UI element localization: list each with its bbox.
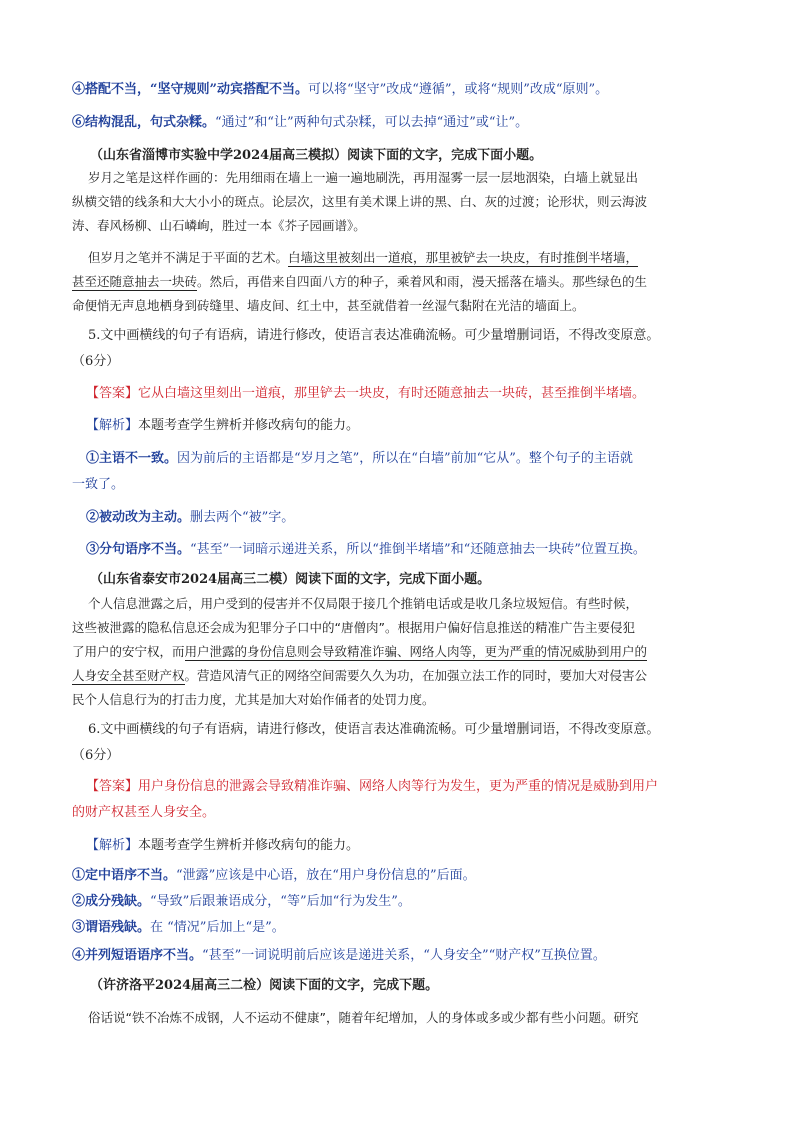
analysis-tag: 【解析】 <box>86 418 139 433</box>
point-text: 因为前后的主语都是“岁月之笔”，所以在“白墙”前加“它从”。整个句子的主语就 <box>177 451 633 466</box>
analysis-6-point-3 <box>72 918 285 938</box>
answer-6-line-2: 的财产权甚至人身安全。 <box>72 805 216 820</box>
analysis-5-point-1 <box>86 449 633 469</box>
answer-text: 它从白墙这里刻出一道痕，那里铲去一块皮，有时还随意抽去一块砖，甚至推倒半堵墙。 <box>138 386 646 401</box>
explanation-item-6 <box>72 113 528 133</box>
passage-text: 。营造风清气正的网络空间需要久久为功，在加强立法工作的同时，要加大对侵害公 <box>184 668 648 683</box>
question-5-line-1: 5.文中画横线的句子有语病，请进行修改，使语言表达准确流畅。可少量增删词语，不得改变原意。 <box>88 328 660 343</box>
point-heading: ①定中语序不当。 <box>72 868 177 883</box>
point-heading: ③分句语序不当。 <box>86 542 191 557</box>
question-6-line-1: 6.文中画横线的句子有语病，请进行修改，使语言表达准确流畅。可少量增删词语，不得改变原意。 <box>88 722 660 737</box>
analysis-5 <box>86 416 359 436</box>
point-heading: ①主语不一致。 <box>86 451 178 466</box>
section-1-heading: （山东省淄博市实验中学2024届高三模拟）阅读下面的文字，完成下面小题。 <box>90 148 543 163</box>
underlined-sentence: 白墙这里被刻出一道痕，那里被铲去一块皮，有时推倒半堵墙， <box>288 250 639 265</box>
passage-2-line-1: 个人信息泄露之后，用户受到的侵害并不仅局限于接几个推销电话或是收几条垃圾短信。有些时候， <box>88 596 639 611</box>
item-6-heading: ⑥结构混乱，句式杂糅。 <box>72 115 216 130</box>
passage-1-para-2-line-1 <box>88 248 638 268</box>
point-text: “甚至”一词暗示递进关系，所以“推倒半堵墙”和“还随意抽去一块砖”位置互换。 <box>190 542 646 557</box>
point-text: “甚至”一词说明前后应该是递进关系，“人身安全”“财产权”互换位置。 <box>202 948 606 963</box>
underlined-sentence-end: 人身安全甚至财产权 <box>72 668 185 683</box>
answer-5 <box>86 384 645 404</box>
section-2-heading: （山东省泰安市2024届高三二模）阅读下面的文字，完成下面小题。 <box>90 572 491 587</box>
passage-2-line-2: 这些被泄露的隐私信息还会成为犯罪分子口中的“唐僧肉”。根据用户偏好信息推送的精准广告主要侵犯 <box>72 620 635 635</box>
question-5-score: （6分） <box>72 354 120 369</box>
analysis-6-point-2 <box>72 892 411 912</box>
answer-tag: 【答案】 <box>86 386 139 401</box>
passage-text: 。然后，再借来自四面八方的种子，乘着风和雨，漫天摇落在墙头。那些绿色的生 <box>197 274 648 289</box>
point-heading: ②被动改为主动。 <box>86 510 191 525</box>
point-heading: ④并列短语语序不当。 <box>72 948 203 963</box>
analysis-5-point-1-cont: 一致了。 <box>72 477 125 492</box>
question-6-score: （6分） <box>72 748 120 763</box>
analysis-text: 本题考查学生辨析并修改病句的能力。 <box>138 418 360 433</box>
analysis-6-point-4 <box>72 946 606 966</box>
explanation-item-4 <box>72 80 608 100</box>
point-heading: ③谓语残缺。 <box>72 920 151 935</box>
underlined-sentence-end: 甚至还随意抽去一块砖 <box>72 274 198 289</box>
analysis-tag: 【解析】 <box>86 838 139 853</box>
answer-text: 用户身份信息的泄露会导致精准诈骗、网络人肉等行为发生，更为严重的情况是威胁到用户 <box>138 779 659 794</box>
passage-1-line-2: 纵横交错的线条和大大小小的斑点。论层次，这里有美术课上讲的黑、白、灰的过渡；论形状，则云海波 <box>72 194 648 209</box>
passage-2-line-5: 民个人信息行为的打击力度，尤其是加大对始作俑者的处罚力度。 <box>72 692 435 707</box>
passage-text: 了用户的安宁权，而 <box>72 644 185 659</box>
point-heading: ②成分残缺。 <box>72 894 151 909</box>
passage-2-line-3 <box>72 642 647 662</box>
item-4-text: 可以将“坚守”改成“遵循”，或将“规则”改成“原则”。 <box>307 82 609 97</box>
passage-1-line-1: 岁月之笔是这样作画的：先用细雨在墙上一遍一遍地刷洗，再用湿雾一层一层地洇染，白墙上就显出 <box>88 170 639 185</box>
item-4-heading: ④搭配不当，“坚守规则”动宾搭配不当。 <box>72 82 308 97</box>
analysis-text: 本题考查学生辨析并修改病句的能力。 <box>138 838 360 853</box>
analysis-5-point-2 <box>86 508 294 528</box>
analysis-6-point-1 <box>72 866 476 886</box>
section-3-heading: （许济洛平2024届高三二检）阅读下面的文字，完成下题。 <box>90 978 439 993</box>
underlined-sentence: 用户泄露的身份信息则会导致精准诈骗、网络人肉等，更为严重的情况威胁到用户的 <box>184 644 648 659</box>
passage-1-para-2-line-2 <box>72 272 647 292</box>
passage-3-line-1: 俗话说“铁不冶炼不成钢，人不运动不健康”，随着年纪增加，人的身体或多或少都有些小问题。研究 <box>88 1010 639 1025</box>
passage-2-line-4 <box>72 666 647 686</box>
passage-1-line-3: 涛、春风杨柳、山石嶙峋，胜过一本《芥子园画谱》。 <box>72 218 366 233</box>
analysis-6 <box>86 836 359 856</box>
passage-text: 但岁月之笔并不满足于平面的艺术。 <box>88 250 289 265</box>
item-6-text: “通过”和“让”两种句式杂糅，可以去掉“通过”或“让”。 <box>215 115 529 130</box>
point-text: “导致”后跟兼语成分，“等”后加“行为发生”。 <box>150 894 411 909</box>
analysis-5-point-3 <box>86 540 646 560</box>
point-text: “泄露”应该是中心语，放在“用户身份信息的”后面。 <box>176 868 476 883</box>
answer-tag: 【答案】 <box>86 779 139 794</box>
passage-1-para-2-line-3: 命便悄无声息地栖身到砖缝里、墙皮间、红土中，甚至就借着一丝湿气黏附在光洁的墙面上。 <box>72 298 585 313</box>
point-text: 删去两个“被”字。 <box>190 510 295 525</box>
point-text: 在 “情况”后加上“是”。 <box>150 920 285 935</box>
answer-6-line-1 <box>86 777 658 797</box>
